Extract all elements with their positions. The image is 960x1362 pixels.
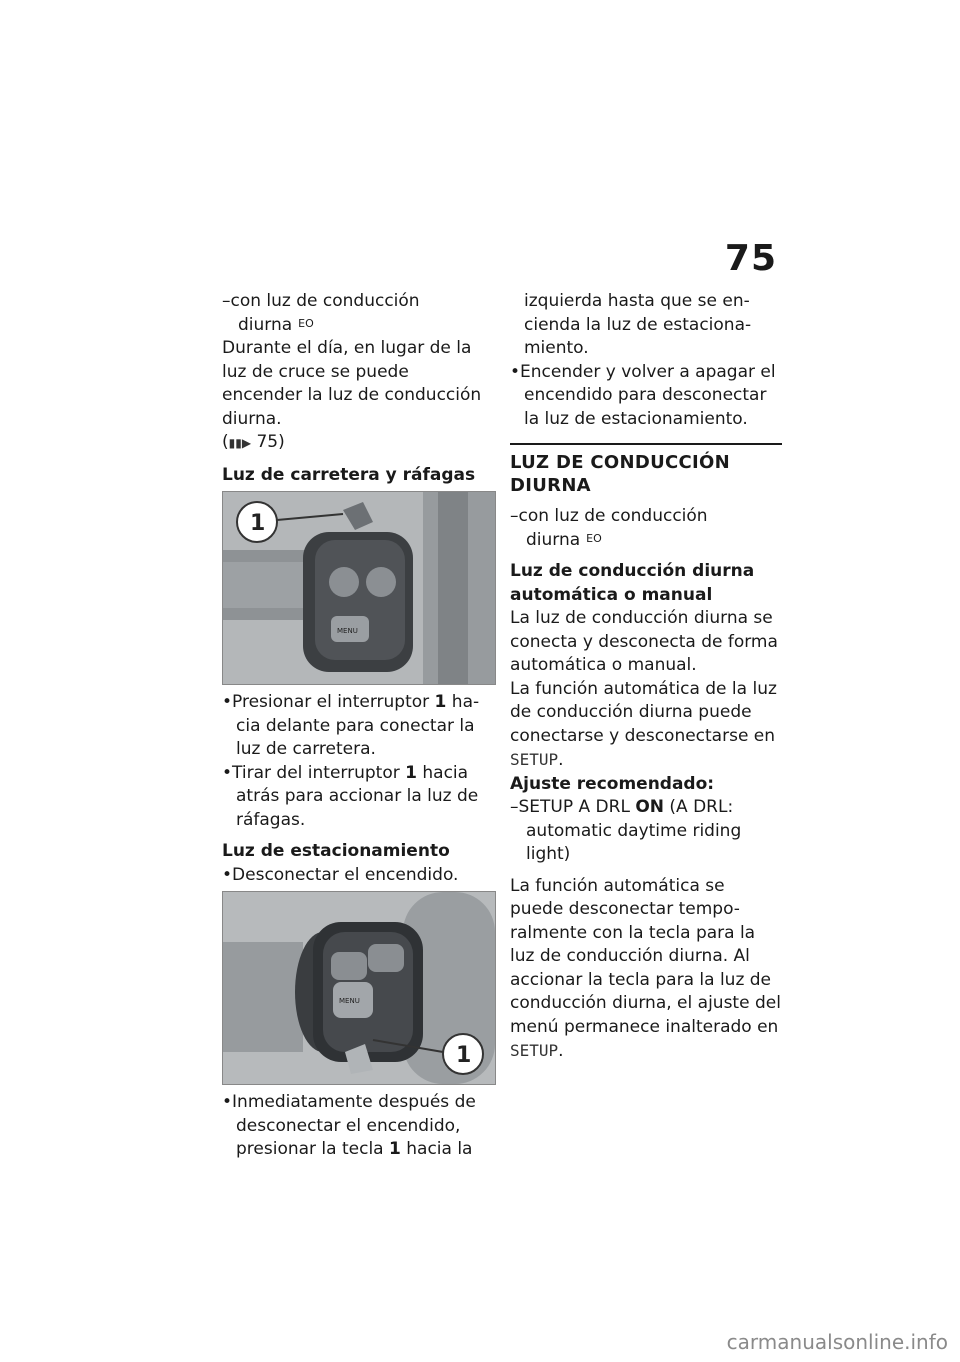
continued-text: izquierda hasta que se en- cienda la luz de estaciona- miento. [524,291,752,358]
heading-parking-light: Luz de estacionamiento [222,841,450,861]
photo2-menu-label: MENU [339,997,360,1005]
photo1-menu-label: MENU [337,627,358,635]
page-number: 75 [724,238,777,279]
bullet-ignition-cycle: •Encender y volver a apagar el encendido para desconectar la luz de estacionamiento. [510,361,776,429]
bullet-high-beam-on: •Presionar el interruptor 1 ha- cia delante para conectar la luz de carretera. [222,692,480,759]
equipment-note: –con luz de conducción diurna $^{EO}$ [222,291,420,335]
bullet-flash: •Tirar del interruptor 1 hacia atrás para accionar la luz de ráfagas. [222,762,479,830]
intro-paragraph: Durante el día, en lugar de la luz de cruce se puede encender la luz de conducción diurna. [222,338,482,429]
section-divider [510,443,782,445]
heading-high-beam: Luz de carretera y ráfagas [222,464,476,485]
bullet-ignition-off: •Desconectar el encendido. [222,864,459,885]
photo-switch-parking-light [222,891,496,1085]
reference-arrow-icon: ▮▮▶ [228,436,252,450]
section-title: LUZ DE CONDUCCIÓN DIURNA [510,452,730,496]
heading-recommended: Ajuste recomendado: [510,773,715,794]
recommended-setting: –SETUP A DRL ON (A DRL: automatic daytime riding light) [510,797,742,864]
photo-switch-high-beam [222,491,496,685]
paragraph-drl-temporary: La función automática se puede desconectar tempo- ralmente con la tecla para la luz de conducción diurna. Al accionar la tecla para la luz de conducción diurna, el ajuste del menú permanece inalterado en SETUP. [510,875,781,1061]
equipment-note-2: –con luz de conducción diurna $^{EO}$ [510,506,708,550]
paragraph-drl-switching: La luz de conducción diurna se conecta y desconecta de forma automática o manual. [510,608,778,675]
bullet-press-key: •Inmediatamente después de desconectar el encendido, presionar la tecla 1 hacia la [222,1092,476,1159]
heading-drl-auto: Luz de conducción diurna automática o manual [510,561,755,605]
photo2-callout-label: 1 [456,1043,472,1068]
right-column [510,290,782,1064]
paragraph-drl-setup: La función automática de la luz de conducción diurna puede conectarse y desconectarse en SETUP. [510,678,777,770]
watermark: carmanualsonline.info [726,1330,948,1354]
left-column [222,290,494,1162]
photo1-callout-label: 1 [250,511,266,536]
cross-reference: (▮▮▶ 75) [222,431,494,456]
